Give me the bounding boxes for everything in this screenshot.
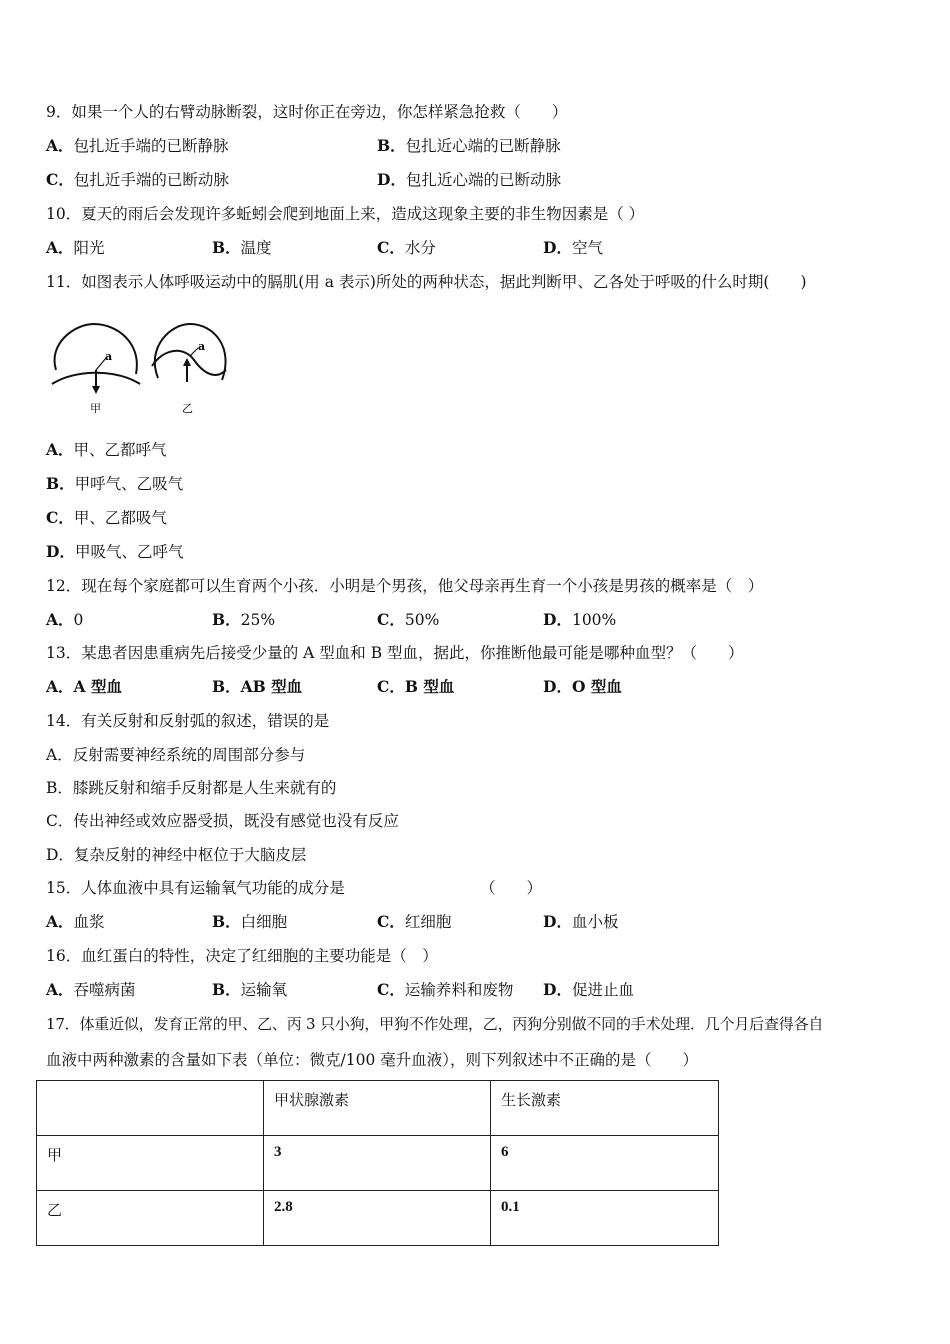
table-header-cell: 生长激素 <box>491 1081 719 1136</box>
q14-option-d[interactable]: D．复杂反射的神经中枢位于大脑皮层 <box>46 846 307 864</box>
option-text: 温度 <box>240 239 272 257</box>
option-text: 包扎近手端的已断静脉 <box>73 137 229 155</box>
option-letter: B． <box>46 474 75 493</box>
option-text: 促进止血 <box>571 981 634 999</box>
option-text: 白细胞 <box>240 913 288 931</box>
q10-option-b[interactable] <box>212 238 272 258</box>
option-letter: C． <box>377 238 405 257</box>
option-text: 甲呼气、乙吸气 <box>74 475 184 493</box>
q11-option-d[interactable] <box>46 542 183 562</box>
q16-option-d[interactable] <box>543 980 634 1000</box>
q9-option-d[interactable] <box>377 170 561 190</box>
option-letter: A． <box>46 980 74 999</box>
q16-option-b[interactable] <box>212 980 287 1000</box>
option-letter: A． <box>46 677 74 696</box>
option-text: 甲、乙都呼气 <box>73 441 167 459</box>
option-letter: C． <box>377 980 405 999</box>
table-header-cell: 甲状腺激素 <box>264 1081 491 1136</box>
option-letter: D． <box>377 170 406 189</box>
hormone-table <box>36 1080 719 1246</box>
option-letter: A． <box>46 912 74 931</box>
option-text: 包扎近心端的已断静脉 <box>405 137 561 155</box>
q17-stem-line2: 血液中两种激素的含量如下表（单位：微克/100 毫升血液），则下列叙述中不正确的是（ ） <box>46 1051 698 1069</box>
option-text: 红细胞 <box>404 913 452 931</box>
option-text: 吞噬病菌 <box>73 981 136 999</box>
label-yi: 乙 <box>182 402 193 414</box>
option-text: B 型血 <box>404 677 455 696</box>
table-header-cell <box>37 1081 264 1136</box>
option-letter: D． <box>543 980 572 999</box>
table-cell: 6 <box>491 1136 719 1191</box>
option-text: 50% <box>404 611 440 629</box>
option-text: 25% <box>240 611 276 629</box>
option-letter: B． <box>212 677 241 696</box>
q12-option-d[interactable] <box>543 610 616 630</box>
option-text: 0 <box>73 611 84 629</box>
arrow-head-left <box>92 386 100 394</box>
q13-option-c[interactable] <box>377 677 454 697</box>
q11-option-a[interactable] <box>46 440 167 460</box>
q15-option-d[interactable] <box>543 912 618 932</box>
option-letter: D． <box>543 677 572 696</box>
q12-option-c[interactable] <box>377 610 439 630</box>
q14-option-a[interactable]: A．反射需要神经系统的周围部分参与 <box>46 746 306 764</box>
arrow-head-right <box>183 358 191 366</box>
option-text: 运输氧 <box>240 981 288 999</box>
table-cell: 3 <box>264 1136 491 1191</box>
option-letter: B． <box>212 610 241 629</box>
q9-option-b[interactable] <box>377 136 561 156</box>
option-text: A 型血 <box>73 677 122 696</box>
q14-stem: 14．有关反射和反射弧的叙述，错误的是 <box>46 712 330 730</box>
option-text: 运输养料和废物 <box>404 981 514 999</box>
diaphragm-figure <box>44 318 234 414</box>
option-text: 空气 <box>571 239 603 257</box>
option-letter: B． <box>212 912 241 931</box>
q10-option-a[interactable] <box>46 238 105 258</box>
q10-stem: 10．夏天的雨后会发现许多蚯蚓会爬到地面上来，造成这现象主要的非生物因素是（ ） <box>46 205 645 223</box>
option-letter: D． <box>46 542 75 561</box>
option-text: 甲、乙都吸气 <box>73 509 167 527</box>
option-text: 包扎近心端的已断动脉 <box>405 171 561 189</box>
option-letter: C． <box>377 610 405 629</box>
q9-option-a[interactable] <box>46 136 229 156</box>
q12-option-b[interactable] <box>212 610 275 630</box>
marker-a-right: a <box>198 340 206 353</box>
q11-stem: 11．如图表示人体呼吸运动中的膈肌(用 a 表示)所处的两种状态，据此判断甲、乙各处于呼吸的什么时期( ) <box>46 273 807 291</box>
option-text: 血浆 <box>73 913 105 931</box>
q11-option-b[interactable] <box>46 474 183 494</box>
table-cell: 2.8 <box>264 1191 491 1246</box>
option-letter: A． <box>46 610 74 629</box>
option-letter: C． <box>377 677 405 696</box>
q12-stem: 12．现在每个家庭都可以生育两个小孩．小明是个男孩，他父母亲再生育一个小孩是男孩的概率是（ ） <box>46 577 764 595</box>
q17-stem-line1: 17．体重近似，发育正常的甲、乙、丙 3 只小狗，甲狗不作处理，乙，丙狗分别做不同的手术处理．几个月后查得各自 <box>46 1015 824 1033</box>
option-letter: B． <box>377 136 406 155</box>
option-text: 水分 <box>404 239 436 257</box>
q16-option-a[interactable] <box>46 980 136 1000</box>
table-cell: 0.1 <box>491 1191 719 1246</box>
q16-stem: 16．血红蛋白的特性，决定了红细胞的主要功能是（ ） <box>46 947 438 965</box>
q14-option-b[interactable]: B．膝跳反射和缩手反射都是人生来就有的 <box>46 779 337 797</box>
chest-wall-right <box>155 324 226 380</box>
q16-option-c[interactable] <box>377 980 513 1000</box>
table-row <box>37 1136 719 1191</box>
table-cell: 甲 <box>37 1136 264 1191</box>
option-letter: A． <box>46 238 74 257</box>
option-text: 阳光 <box>73 239 105 257</box>
q13-option-a[interactable] <box>46 677 122 697</box>
option-letter: B． <box>212 238 241 257</box>
q12-option-a[interactable] <box>46 610 83 630</box>
q15-option-b[interactable] <box>212 912 287 932</box>
option-letter: D． <box>543 610 572 629</box>
option-letter: C． <box>46 170 74 189</box>
q10-option-c[interactable] <box>377 238 436 258</box>
option-letter: D． <box>543 238 572 257</box>
option-letter: A． <box>46 440 74 459</box>
q15-stem: 15．人体血液中具有运输氧气功能的成分是 <box>46 879 345 897</box>
option-text: 血小板 <box>571 913 619 931</box>
q14-option-c[interactable]: C．传出神经或效应器受损，既没有感觉也没有反应 <box>46 812 399 830</box>
q13-option-b[interactable] <box>212 677 302 697</box>
q15-option-c[interactable] <box>377 912 451 932</box>
q15-option-a[interactable] <box>46 912 105 932</box>
option-letter: C． <box>377 912 405 931</box>
option-letter: C． <box>46 508 74 527</box>
table-header-row <box>37 1081 719 1136</box>
option-text: 包扎近手端的已断动脉 <box>73 171 229 189</box>
q9-stem: 9．如果一个人的右臂动脉断裂，这时你正在旁边，你怎样紧急抢救（ ） <box>46 103 568 121</box>
label-jia: 甲 <box>90 402 101 414</box>
option-letter: A． <box>46 136 74 155</box>
marker-a-left: a <box>105 350 113 363</box>
q15-answer-paren: （ ） <box>480 879 543 897</box>
q11-option-c[interactable] <box>46 508 167 528</box>
table-cell: 乙 <box>37 1191 264 1246</box>
option-text: AB 型血 <box>240 677 303 696</box>
table-row <box>37 1191 719 1246</box>
q13-option-d[interactable] <box>543 677 622 697</box>
option-text: O 型血 <box>571 677 622 696</box>
option-letter: B． <box>212 980 241 999</box>
q9-option-c[interactable] <box>46 170 229 190</box>
option-text: 甲吸气、乙呼气 <box>74 543 184 561</box>
pointer-line-right <box>190 348 198 356</box>
option-letter: D． <box>543 912 572 931</box>
option-text: 100% <box>571 611 617 629</box>
chest-wall-left <box>55 324 137 374</box>
q13-stem: 13．某患者因患重病先后接受少量的 A 型血和 B 型血，据此，你推断他最可能是哪种血型？（ ） <box>46 644 744 662</box>
q10-option-d[interactable] <box>543 238 603 258</box>
